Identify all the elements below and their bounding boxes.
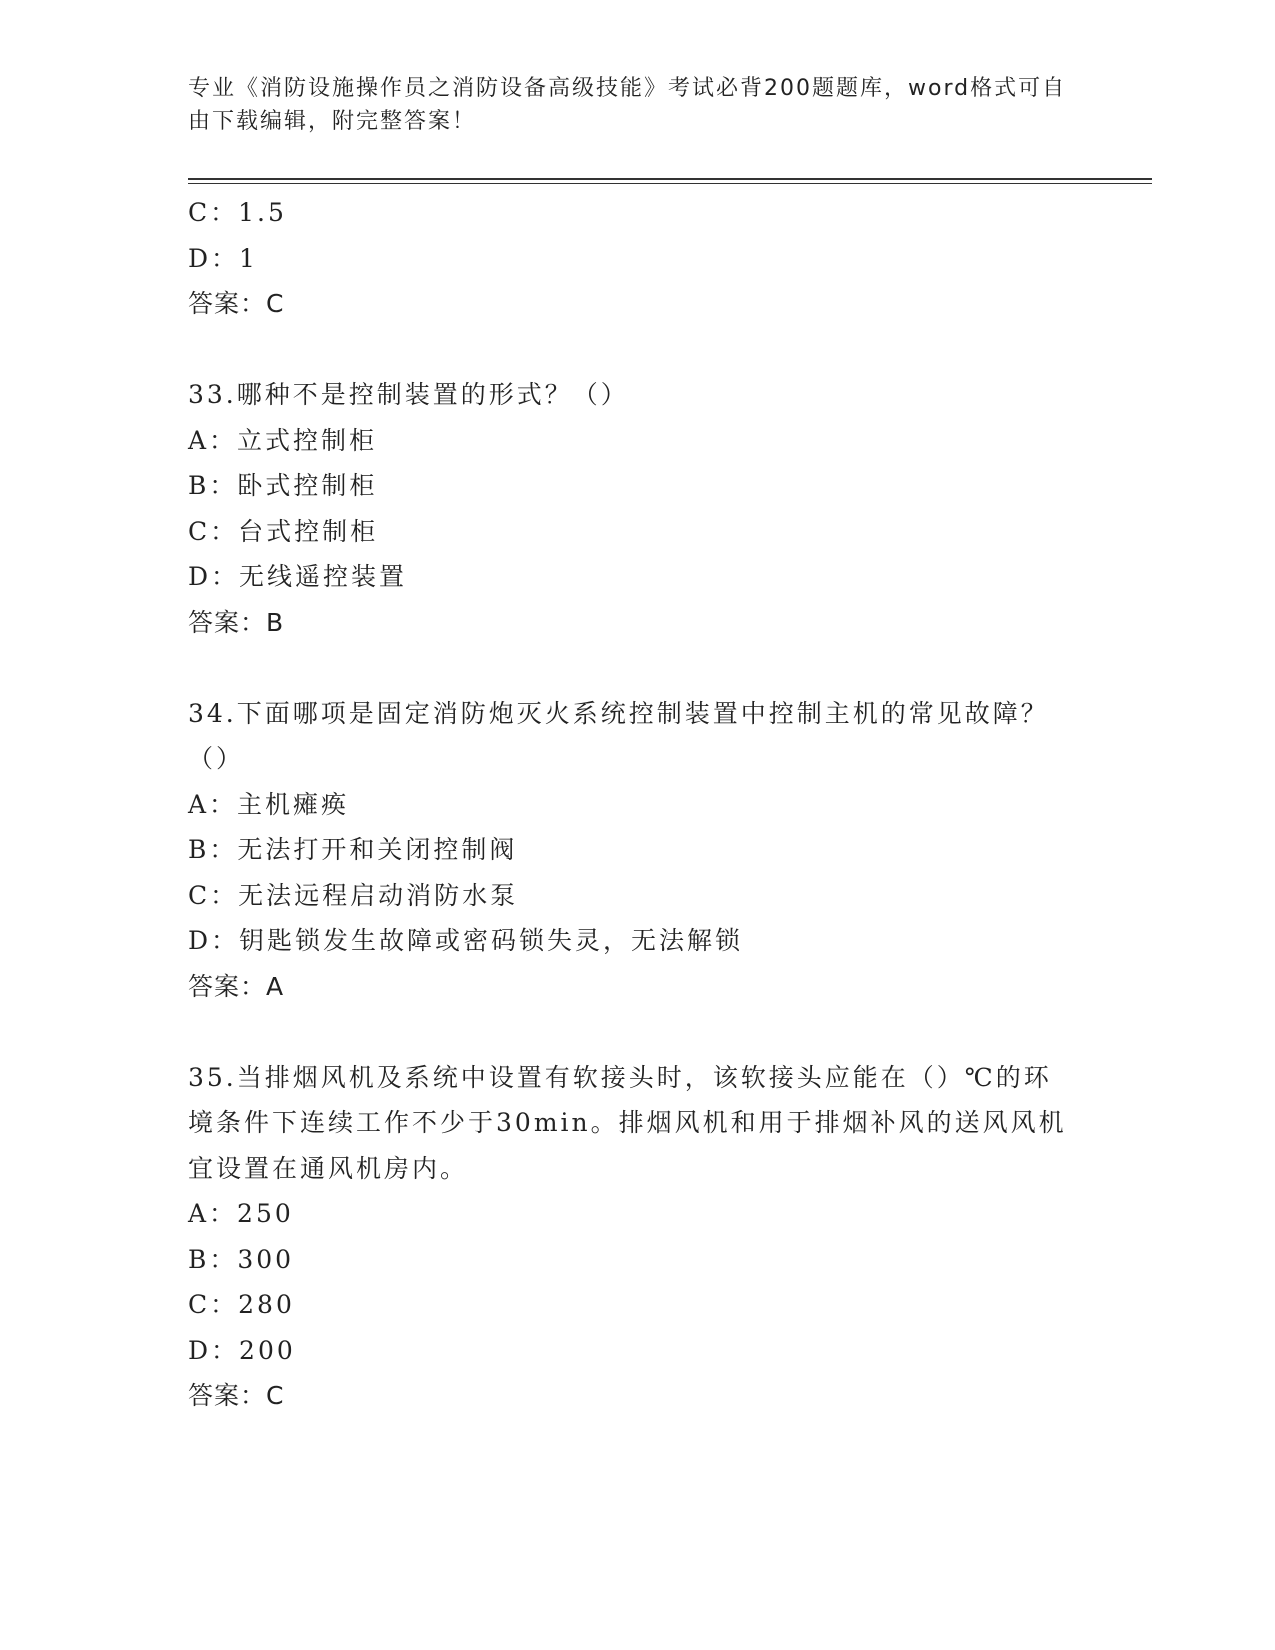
option-a: A：250 <box>188 1199 294 1228</box>
option-b: B：300 <box>188 1244 295 1274</box>
question-text: 34.下面哪项是固定消防炮灭火系统控制装置中控制主机的常见故障？ <box>188 698 1049 728</box>
question-block-33 <box>188 372 1088 645</box>
option-c: C：台式控制柜 <box>188 516 379 546</box>
question-text-cont: （） <box>188 744 245 773</box>
question-block-prev <box>188 190 1088 327</box>
header-title: 专业《消防设施操作员之消防设备高级技能》考试必背200题题库，word格式可自由下载编辑，附完整答案！ <box>188 76 1067 134</box>
answer: 答案：C <box>188 289 285 318</box>
option-b: B：卧式控制柜 <box>188 471 378 500</box>
option-b: B：无法打开和关闭控制阀 <box>188 835 518 864</box>
option-c: C：无法远程启动消防水泵 <box>188 880 519 910</box>
question-list <box>188 190 1088 1419</box>
option-a: A：立式控制柜 <box>188 425 378 455</box>
option-c: C：1.5 <box>188 198 287 227</box>
option-a: A：主机瘫痪 <box>188 789 350 819</box>
question-text: 35.当排烟风机及系统中设置有软接头时，该软接头应能在（）℃的环 <box>188 1062 1052 1092</box>
question-block-35 <box>188 1055 1088 1419</box>
question-text-cont: 境条件下连续工作不少于30min。排烟风机和用于排烟补风的送风风机 <box>188 1108 1067 1137</box>
option-c: C：280 <box>188 1290 295 1319</box>
answer: 答案：B <box>188 607 285 637</box>
answer: 答案：C <box>188 1381 285 1410</box>
header-rule-thick <box>188 178 1152 180</box>
answer: 答案：A <box>188 971 285 1001</box>
question-text: 33.哪种不是控制装置的形式？（） <box>188 380 629 409</box>
header-rule-thin <box>188 183 1152 184</box>
document-header <box>188 72 1088 138</box>
question-text-cont: 宜设置在通风机房内。 <box>188 1153 469 1183</box>
question-block-34 <box>188 691 1088 1010</box>
option-d: D：200 <box>188 1335 296 1365</box>
option-d: D：1 <box>188 243 258 273</box>
option-d: D：钥匙锁发生故障或密码锁失灵，无法解锁 <box>188 926 744 955</box>
option-d: D：无线遥控装置 <box>188 562 408 591</box>
